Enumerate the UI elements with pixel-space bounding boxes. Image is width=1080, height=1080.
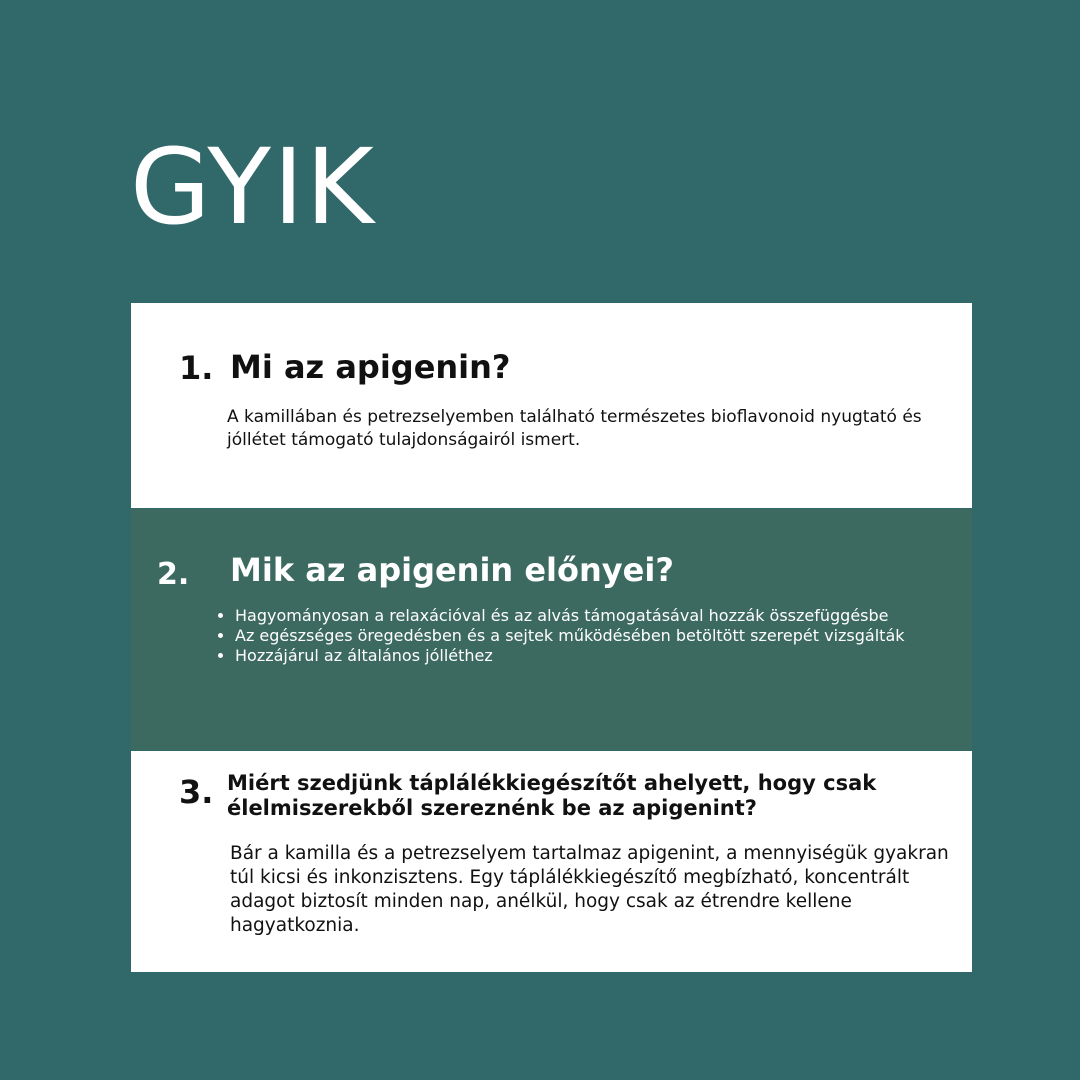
faq-item-3	[131, 751, 972, 972]
list-item: • Az egészséges öregedésben és a sejtek működésében betöltött szerepét vizsgálták	[235, 626, 935, 646]
faq-item-2	[131, 509, 972, 750]
faq-number: 1.	[179, 349, 214, 387]
faq-number: 3.	[179, 773, 214, 811]
faq-number: 2.	[157, 557, 190, 592]
list-item: • Hozzájárul az általános jólléthez	[235, 646, 935, 666]
faq-question: Mi az apigenin?	[230, 348, 511, 386]
faq-answer: A kamillában és petrezselyemben található természetes bioflavonoid nyugtató és jóllétet támogató tulajdonságairól ismert.	[227, 407, 922, 450]
faq-item-1	[131, 303, 972, 508]
page-title: GYIK	[130, 126, 376, 248]
faq-answer: Bár a kamilla és a petrezselyem tartalmaz apigenint, a mennyiségük gyakran túl kicsi és inkonzisztens. Egy táplálékkiegészítő megbízható, koncentrált adagot biztosít minden nap, anélkül, hogy csak az étrendre kellene hagyatkoznia.	[230, 843, 949, 936]
faq-question: Mik az apigenin előnyei?	[230, 551, 674, 589]
list-item: • Hagyományosan a relaxációval és az alvás támogatásával hozzák összefüggésbe	[235, 606, 935, 626]
faq-question: Miért szedjünk táplálékkiegészítőt ahelyett, hogy csak élelmiszerekből szereznénk be az apigenint?	[227, 771, 877, 820]
benefits-list	[215, 606, 935, 666]
